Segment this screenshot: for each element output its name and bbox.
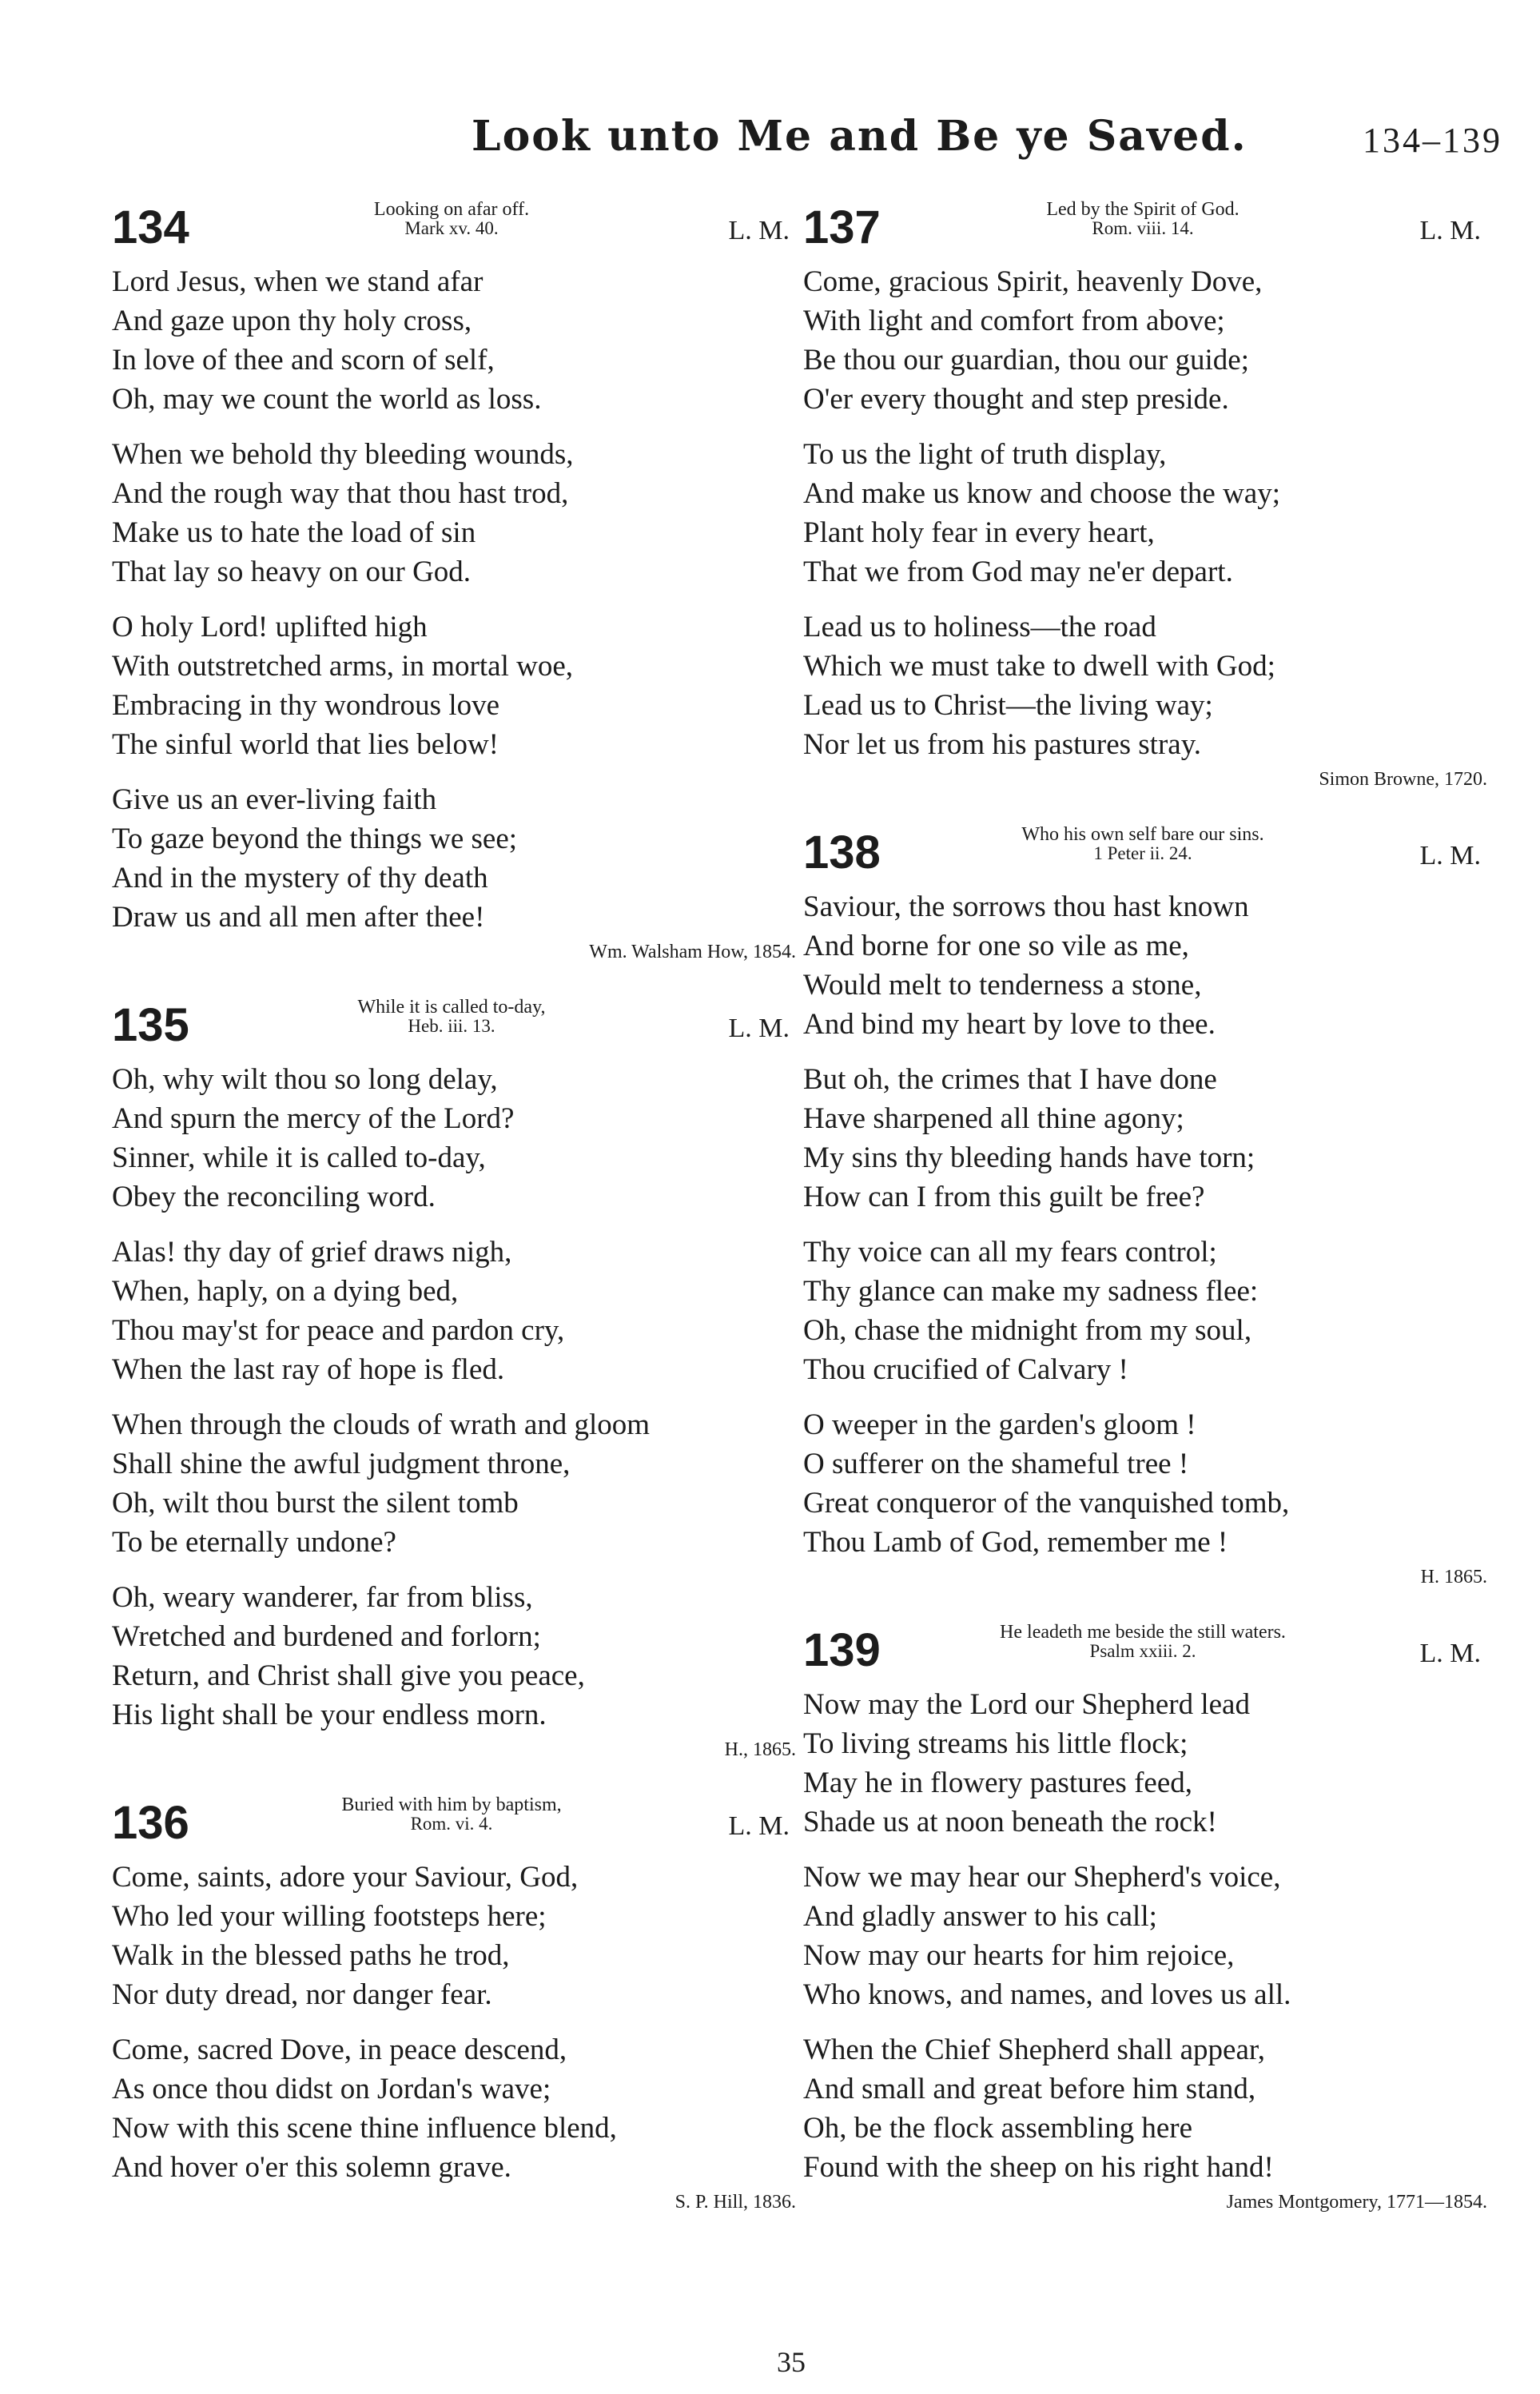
hymn xyxy=(112,200,799,962)
verse-line: Give us an ever-living faith xyxy=(112,783,437,816)
stanza xyxy=(803,1060,1490,1217)
verse-line: Lead us to Christ—the living way; xyxy=(803,689,1213,722)
verse-line: Would melt to tenderness a stone, xyxy=(803,969,1202,1002)
stanza xyxy=(803,1858,1490,2014)
verse-line: Who knows, and names, and loves us all. xyxy=(803,1978,1291,2011)
hymn-author: Simon Browne, 1720. xyxy=(1319,769,1487,790)
hymn-title-text: Led by the Spirit of God. xyxy=(1046,199,1240,220)
verse-line: Thou crucified of Calvary ! xyxy=(803,1353,1128,1386)
hymn-range: 134–139 xyxy=(1363,121,1502,160)
verse-line: To living streams his little flock; xyxy=(803,1727,1188,1760)
verse-line: With outstretched arms, in mortal woe, xyxy=(112,650,574,683)
verse-line: Walk in the blessed paths he trod, xyxy=(112,1939,510,1972)
stanza xyxy=(112,607,799,764)
verse-line: And bind my heart by love to thee. xyxy=(803,1008,1216,1041)
scripture-reference: Psalm xxiii. 2. xyxy=(1089,1641,1196,1661)
verse-line: Be thou our guardian, thou our guide; xyxy=(803,344,1249,376)
hymn-title-text: Looking on afar off. xyxy=(373,199,530,220)
right-column xyxy=(803,200,1490,2248)
verse-line: Who led your willing footsteps here; xyxy=(112,1900,547,1933)
stanza xyxy=(112,1578,799,1735)
verse-line: Lord Jesus, when we stand afar xyxy=(112,265,483,298)
verse-line: Nor let us from his pastures stray. xyxy=(803,728,1202,761)
hymn-meter: L. M. xyxy=(1419,1639,1481,1668)
verse-line: O weeper in the garden's gloom ! xyxy=(803,1408,1196,1441)
hymn-header xyxy=(112,200,799,262)
scripture-reference: Heb. iii. 13. xyxy=(408,1016,495,1036)
stanza xyxy=(112,2030,799,2187)
verse-line: Lead us to holiness—the road xyxy=(803,611,1156,643)
verse-line: Thou Lamb of God, remember me ! xyxy=(803,1526,1228,1559)
hymn xyxy=(112,998,799,1760)
verse-line: And hover o'er this solemn grave. xyxy=(112,2151,511,2184)
verse-line: But oh, the crimes that I have done xyxy=(803,1063,1217,1096)
verse-line: When we behold thy bleeding wounds, xyxy=(112,438,574,471)
verse-line: Sinner, while it is called to-day, xyxy=(112,1141,486,1174)
hymn-title-text: While it is called to-day, xyxy=(357,997,546,1018)
verse-line: Now we may hear our Shepherd's voice, xyxy=(803,1861,1281,1894)
verse-line: Which we must take to dwell with God; xyxy=(803,650,1275,683)
verse-line: Oh, weary wanderer, far from bliss, xyxy=(112,1581,533,1614)
stanza xyxy=(803,607,1490,764)
verse-line: That we from God may ne'er depart. xyxy=(803,556,1233,588)
hymn-number: 139 xyxy=(803,1624,881,1676)
hymn-number: 136 xyxy=(112,1797,189,1849)
stanza xyxy=(112,1405,799,1562)
hymn-header xyxy=(803,200,1490,262)
verse-line: Plant holy fear in every heart, xyxy=(803,516,1155,549)
verse-line: Great conqueror of the vanquished tomb, xyxy=(803,1487,1290,1520)
verse-line: Oh, chase the midnight from my soul, xyxy=(803,1314,1252,1347)
hymn-header xyxy=(803,825,1490,887)
verse-line: And gaze upon thy holy cross, xyxy=(112,305,472,337)
verse-line: When the last ray of hope is fled. xyxy=(112,1353,505,1386)
hymn-meter: L. M. xyxy=(728,216,790,245)
verse-line: Wretched and burdened and forlorn; xyxy=(112,1620,541,1653)
hymn-title xyxy=(220,998,683,1036)
verse-line: His light shall be your endless morn. xyxy=(112,1699,547,1731)
verse-line: The sinful world that lies below! xyxy=(112,728,499,761)
verse-line: With light and comfort from above; xyxy=(803,305,1225,337)
verse-line: Now may our hearts for him rejoice, xyxy=(803,1939,1235,1972)
verse-line: Thou may'st for peace and pardon cry, xyxy=(112,1314,565,1347)
page-number: 35 xyxy=(777,2346,806,2378)
verse-line: Shade us at noon beneath the rock! xyxy=(803,1806,1217,1838)
hymn-author: S. P. Hill, 1836. xyxy=(674,2192,796,2213)
hymn xyxy=(803,200,1490,790)
scripture-reference: Mark xv. 40. xyxy=(404,218,499,238)
running-head-title: Look unto Me and Be ye Saved. xyxy=(472,112,1248,161)
stanza xyxy=(803,2030,1490,2187)
verse-line: May he in flowery pastures feed, xyxy=(803,1767,1192,1799)
hymn-title xyxy=(220,1795,683,1834)
stanza xyxy=(112,1060,799,1217)
hymn-title xyxy=(911,1623,1375,1661)
verse-line: O sufferer on the shameful tree ! xyxy=(803,1448,1189,1480)
verse-line: Thy glance can make my sadness flee: xyxy=(803,1275,1259,1308)
verse-line: And make us know and choose the way; xyxy=(803,477,1281,510)
hymn-meter: L. M. xyxy=(1419,841,1481,870)
verse-line: Found with the sheep on his right hand! xyxy=(803,2151,1274,2184)
verse-line: And small and great before him stand, xyxy=(803,2073,1256,2105)
verse-line: How can I from this guilt be free? xyxy=(803,1181,1205,1213)
stanza xyxy=(803,1233,1490,1389)
hymn-number: 134 xyxy=(112,201,189,253)
hymn-title xyxy=(911,825,1375,863)
verse-line: When, haply, on a dying bed, xyxy=(112,1275,459,1308)
verse-line: And gladly answer to his call; xyxy=(803,1900,1157,1933)
hymn-header xyxy=(112,1795,799,1858)
hymn-title xyxy=(220,200,683,238)
verse-line: Oh, why wilt thou so long delay, xyxy=(112,1063,498,1096)
scripture-reference: 1 Peter ii. 24. xyxy=(1093,843,1192,863)
hymn-title-text: Who his own self bare our sins. xyxy=(1021,824,1264,845)
verse-line: Oh, may we count the world as loss. xyxy=(112,383,542,416)
verse-line: When through the clouds of wrath and gloom xyxy=(112,1408,651,1441)
verse-line: And the rough way that thou hast trod, xyxy=(112,477,569,510)
hymn-number: 135 xyxy=(112,999,189,1051)
verse-line: Oh, wilt thou burst the silent tomb xyxy=(112,1487,519,1520)
hymn-number: 137 xyxy=(803,201,881,253)
left-column xyxy=(112,200,799,2248)
stanza xyxy=(112,435,799,592)
verse-line: O'er every thought and step preside. xyxy=(803,383,1229,416)
verse-line: Come, saints, adore your Saviour, God, xyxy=(112,1861,579,1894)
verse-line: O holy Lord! uplifted high xyxy=(112,611,428,643)
hymn xyxy=(803,1623,1490,2213)
hymn-meter: L. M. xyxy=(1419,216,1481,245)
verse-line: To us the light of truth display, xyxy=(803,438,1167,471)
hymn-header xyxy=(112,998,799,1060)
hymn-title-text: Buried with him by baptism, xyxy=(341,1795,562,1815)
hymn-author: H., 1865. xyxy=(724,1739,796,1760)
verse-line: Alas! thy day of grief draws nigh, xyxy=(112,1236,512,1269)
verse-line: Return, and Christ shall give you peace, xyxy=(112,1659,585,1692)
verse-line: When the Chief Shepherd shall appear, xyxy=(803,2034,1265,2066)
verse-line: Come, gracious Spirit, heavenly Dove, xyxy=(803,265,1263,298)
stanza xyxy=(803,1405,1490,1562)
verse-line: To be eternally undone? xyxy=(112,1526,396,1559)
stanza xyxy=(112,1233,799,1389)
hymn-author: H. 1865. xyxy=(1420,1567,1487,1587)
hymn-meter: L. M. xyxy=(728,1811,790,1841)
verse-line: In love of thee and scorn of self, xyxy=(112,344,495,376)
hymn xyxy=(803,825,1490,1587)
verse-line: And in the mystery of thy death xyxy=(112,862,488,894)
verse-line: Make us to hate the load of sin xyxy=(112,516,476,549)
verse-line: Thy voice can all my fears control; xyxy=(803,1236,1217,1269)
verse-line: Come, sacred Dove, in peace descend, xyxy=(112,2034,567,2066)
verse-line: Now may the Lord our Shepherd lead xyxy=(803,1688,1250,1721)
verse-line: Nor duty dread, nor danger fear. xyxy=(112,1978,492,2011)
verse-line: Embracing in thy wondrous love xyxy=(112,689,500,722)
scripture-reference: Rom. viii. 14. xyxy=(1092,218,1194,238)
verse-line: Now with this scene thine influence blend, xyxy=(112,2112,617,2145)
hymn xyxy=(112,1795,799,2213)
verse-line: As once thou didst on Jordan's wave; xyxy=(112,2073,551,2105)
hymn-author: Wm. Walsham How, 1854. xyxy=(589,942,796,962)
hymn-author: James Montgomery, 1771—1854. xyxy=(1226,2192,1487,2213)
running-head xyxy=(472,112,1502,176)
verse-line: Saviour, the sorrows thou hast known xyxy=(803,890,1249,923)
stanza xyxy=(803,1685,1490,1842)
verse-line: Have sharpened all thine agony; xyxy=(803,1102,1184,1135)
stanza xyxy=(803,435,1490,592)
hymn-header xyxy=(803,1623,1490,1685)
verse-line: And borne for one so vile as me, xyxy=(803,930,1189,962)
verse-line: Obey the reconciling word. xyxy=(112,1181,436,1213)
verse-line: And spurn the mercy of the Lord? xyxy=(112,1102,515,1135)
hymn-meter: L. M. xyxy=(728,1014,790,1043)
verse-line: Shall shine the awful judgment throne, xyxy=(112,1448,571,1480)
hymn-title xyxy=(911,200,1375,238)
scripture-reference: Rom. vi. 4. xyxy=(410,1814,493,1834)
stanza xyxy=(803,262,1490,419)
stanza xyxy=(112,1858,799,2014)
hymn-number: 138 xyxy=(803,827,881,878)
hymn-title-text: He leadeth me beside the still waters. xyxy=(1000,1622,1286,1643)
verse-line: That lay so heavy on our God. xyxy=(112,556,472,588)
stanza xyxy=(803,887,1490,1044)
verse-line: My sins thy bleeding hands have torn; xyxy=(803,1141,1255,1174)
verse-line: Draw us and all men after thee! xyxy=(112,901,485,934)
stanza xyxy=(112,780,799,937)
verse-line: Oh, be the flock assembling here xyxy=(803,2112,1193,2145)
verse-line: To gaze beyond the things we see; xyxy=(112,823,518,855)
stanza xyxy=(112,262,799,419)
